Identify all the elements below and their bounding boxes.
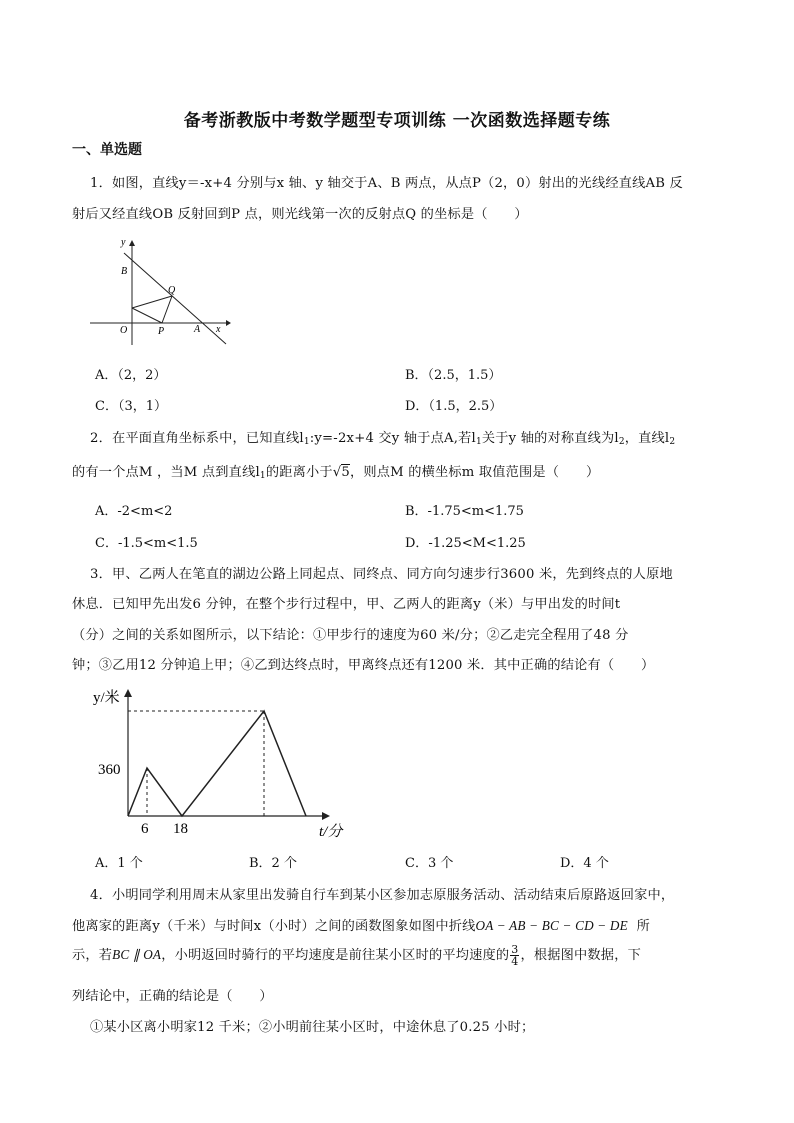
q3-figure	[90, 682, 360, 842]
label-y: y	[121, 237, 126, 248]
q2-text: 2．在平面直角坐标系中，已知直线l	[90, 431, 304, 446]
ray-p-to-q	[162, 296, 172, 323]
q4-stem-line2	[72, 915, 650, 934]
y-axis-label: y/米	[93, 690, 120, 706]
label-a: A	[194, 324, 201, 335]
x-axis-arrow	[322, 812, 330, 820]
q3-option-c: C．3 个	[405, 856, 454, 871]
q4-text: 示，若	[72, 948, 113, 963]
sqrt-value: 5	[341, 465, 350, 480]
q3-option-d: D．4 个	[560, 856, 609, 871]
page-title: 备考浙教版中考数学题型专项训练 一次函数选择题专练	[183, 111, 611, 131]
y-axis-arrow	[129, 240, 135, 246]
ray-ob-to-p	[132, 308, 162, 323]
tick-6: 6	[141, 821, 149, 837]
q2-option-a: A．-2<m<2	[95, 504, 173, 519]
q4-text: 所	[636, 919, 651, 934]
label-o: O	[120, 325, 128, 336]
q2-option-b: B．-1.75<m<1.75	[405, 504, 524, 519]
fraction-numerator: 3	[511, 943, 519, 956]
q1-option-d: D．（1.5，2.5）	[405, 399, 503, 414]
label-b: B	[121, 266, 128, 277]
q4-stem-line5: ①某小区离小明家12 千米；②小明前往某小区时，中途休息了0.25 小时；	[90, 1020, 535, 1035]
q4-stem-line3	[72, 944, 641, 967]
q3-stem-line1: 3．甲、乙两人在笔直的湖边公路上同起点、同终点、同方向匀速步行3600 米，先到终点的人原地	[90, 567, 673, 582]
q2-sub: 2	[618, 437, 625, 447]
q2-sub: 2	[669, 437, 676, 447]
q2-text: ，直线l	[624, 431, 670, 446]
q1-option-c: C．（3，1）	[95, 399, 167, 414]
section-heading: 一、单选题	[72, 142, 142, 158]
fraction-denominator: 4	[511, 955, 519, 968]
q1-stem-line2: 射后又经直线OB 反射回到P 点，则光线第一次的反射点Q 的坐标是（ ）	[72, 207, 528, 222]
q2-sub: 1	[259, 471, 266, 481]
q3-option-b: B．2 个	[249, 856, 297, 871]
q2-text: :y=-2x+4 交y 轴于点A,若l	[309, 431, 476, 446]
q1-option-b: B．（2.5，1.5）	[405, 368, 502, 383]
fraction-three-quarters	[510, 944, 519, 967]
q1-figure	[90, 235, 235, 350]
q4-stem-line4: 列结论中，正确的结论是（ ）	[72, 989, 273, 1004]
q2-option-c: C．-1.5<m<1.5	[95, 536, 198, 551]
q2-text: 的距离小于	[265, 465, 333, 480]
q4-stem-line1: 4．小明同学利用周末从家里出发骑自行车到某小区参加志原服务活动、活动结束后原路返回家中，	[90, 888, 675, 903]
ray-q-to-ob	[132, 296, 172, 308]
sqrt-symbol: √	[332, 465, 342, 480]
q3-stem-line3: （分）之间的关系如图所示，以下结论：①甲步行的速度为60 米/分；②乙走完全程用了48 分	[72, 628, 629, 643]
distance-polyline	[128, 711, 306, 816]
q4-text: 他离家的距离y（千米）与时间x（小时）之间的函数图象如图中折线	[72, 919, 476, 934]
q2-text: 关于y 轴的对称直线为l	[481, 431, 619, 446]
q2-sub: 1	[303, 437, 310, 447]
q4-parallel-expr: BC ∥ OA	[112, 947, 162, 962]
label-p: P	[158, 326, 165, 337]
line-ab	[124, 253, 226, 344]
tick-360: 360	[98, 762, 121, 778]
q3-stem-line4: 钟；③乙用12 分钟追上甲；④乙到达终点时，甲离终点还有1200 米．其中正确的结论有（ ）	[72, 658, 655, 673]
q2-stem-line2	[72, 461, 599, 481]
q1-option-a: A．（2，2）	[95, 368, 167, 383]
q4-text: ，根据图中数据，下	[520, 948, 641, 963]
q2-option-d: D．-1.25<M<1.25	[405, 536, 526, 551]
q2-sub: 1	[475, 437, 482, 447]
q4-polyline-expr: OA − AB − BC − CD − DE	[475, 918, 628, 933]
q2-stem-line1	[90, 427, 675, 447]
q1-stem-line1: 1．如图，直线y＝-x+4 分别与x 轴、y 轴交于A、B 两点，从点P（2，0）射出的光线经直线AB 反	[90, 176, 683, 191]
x-axis-arrow	[226, 320, 231, 326]
q4-text: ，小明返回时骑行的平均速度是前往某小区时的平均速度的	[161, 948, 510, 963]
tick-18: 18	[173, 821, 188, 837]
q2-text: ，则点M 的横坐标m 取值范围是（ ）	[349, 465, 600, 480]
q3-stem-line2: 休息．已知甲先出发6 分钟，在整个步行过程中，甲、乙两人的距离y（米）与甲出发的时间t	[72, 597, 621, 612]
y-axis-arrow	[124, 689, 132, 697]
label-x: x	[216, 324, 221, 335]
q3-option-a: A．1 个	[95, 856, 143, 871]
x-axis-label: t/分	[319, 824, 343, 840]
q2-text: 的有一个点M ，当M 点到直线l	[72, 465, 260, 480]
label-q: Q	[168, 285, 176, 296]
